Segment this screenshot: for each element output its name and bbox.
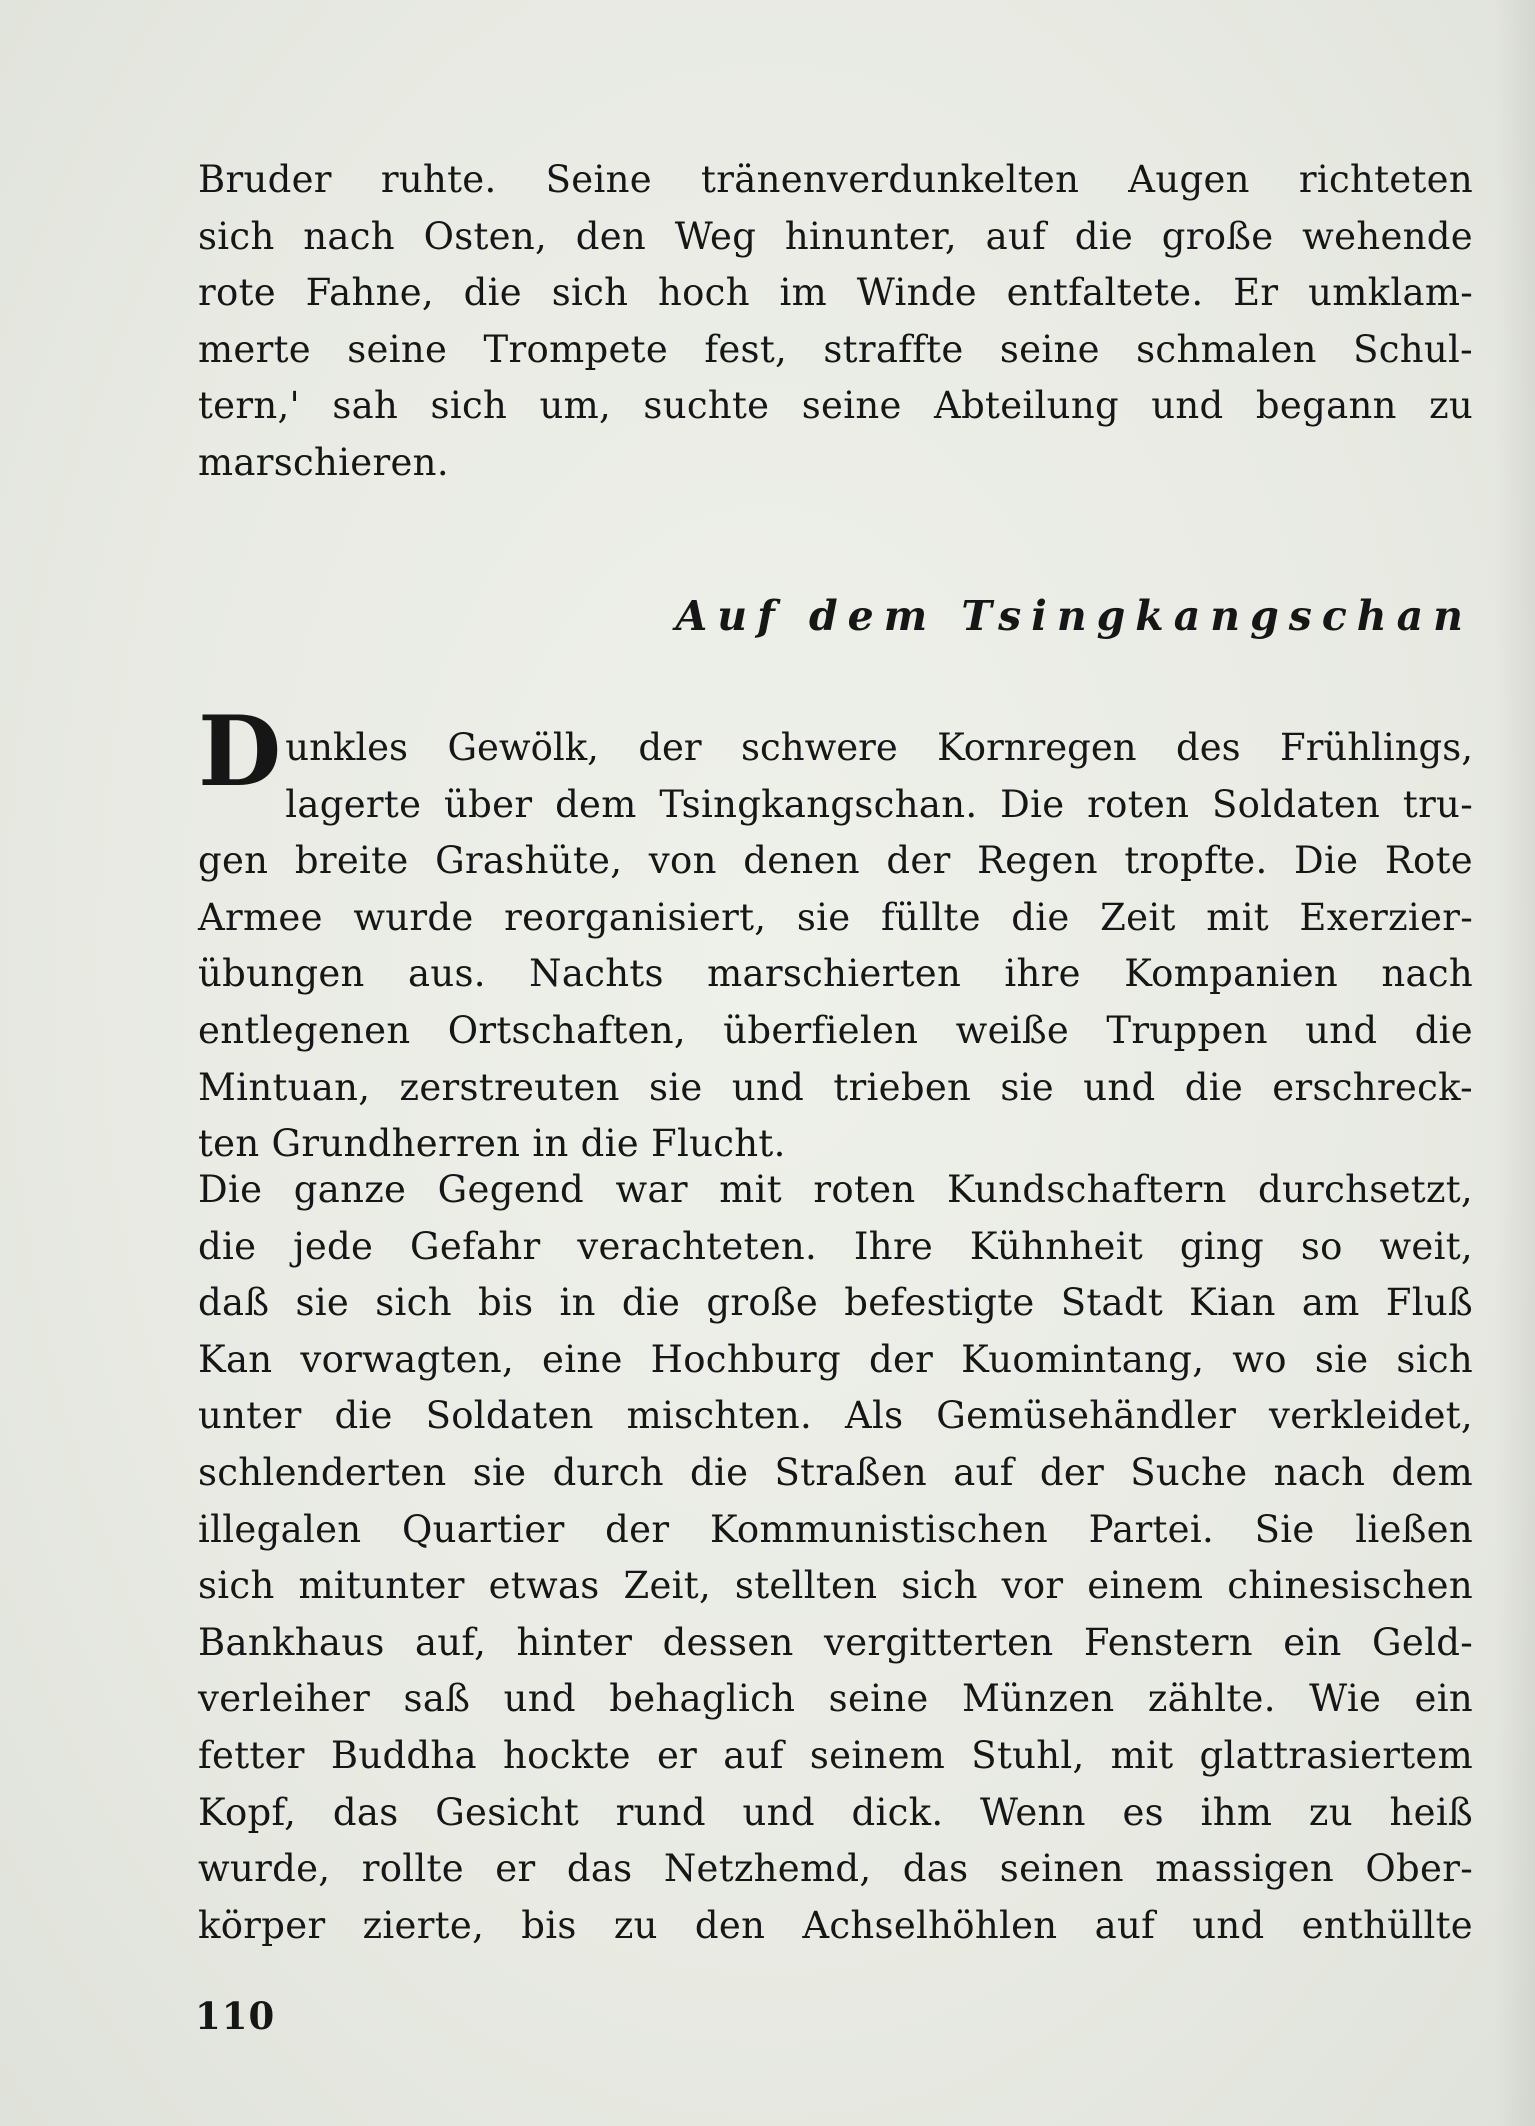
section-heading: Auf dem Tsingkangschan bbox=[675, 592, 1473, 640]
text-line: merte seine Trompete fest, straffte seine schmalen Schul- bbox=[198, 327, 1473, 371]
text-line: Kopf, das Gesicht rund und dick. Wenn es ihm zu heiß bbox=[198, 1790, 1473, 1834]
text-line: Kan vorwagten, eine Hochburg der Kuomintang, wo sie sich bbox=[198, 1337, 1473, 1381]
text-line: übungen aus. Nachts marschierten ihre Kompanien nach bbox=[198, 952, 1473, 996]
text-line: schlenderten sie durch die Straßen auf der Suche nach dem bbox=[198, 1450, 1473, 1494]
text-line: tern,' sah sich um, suchte seine Abteilung und begann zu bbox=[198, 384, 1473, 428]
text-line: marschieren. bbox=[198, 440, 449, 484]
text-line: unter die Soldaten mischten. Als Gemüsehändler verkleidet, bbox=[198, 1394, 1473, 1438]
text-line: Bruder ruhte. Seine tränenverdunkelten Augen richteten bbox=[198, 158, 1473, 201]
text-line: lagerte über dem Tsingkangschan. Die roten Soldaten tru- bbox=[285, 782, 1473, 826]
text-line: rote Fahne, die sich hoch im Winde entfaltete. Er umklam- bbox=[198, 271, 1473, 315]
top-paragraph bbox=[198, 152, 1473, 492]
text-line: Die ganze Gegend war mit roten Kundschaftern durchsetzt, bbox=[198, 1168, 1473, 1211]
text-line: fetter Buddha hockte er auf seinem Stuhl, mit glattrasiertem bbox=[198, 1733, 1473, 1777]
text-line: entlegenen Ortschaften, überfielen weiße Truppen und die bbox=[198, 1008, 1473, 1052]
page-number: 110 bbox=[195, 1994, 276, 2038]
text-line: unkles Gewölk, der schwere Kornregen des Frühlings, bbox=[285, 726, 1473, 769]
drop-cap: D bbox=[198, 695, 282, 808]
text-line: wurde, rollte er das Netzhemd, das seinen massigen Ober- bbox=[198, 1847, 1473, 1891]
text-line: Mintuan, zerstreuten sie und trieben sie und die erschreck- bbox=[198, 1065, 1473, 1109]
text-line: Bankhaus auf, hinter dessen vergitterten Fenstern ein Geld- bbox=[198, 1620, 1473, 1664]
text-line: Armee wurde reorganisiert, sie füllte die Zeit mit Exerzier- bbox=[198, 895, 1473, 939]
text-line: sich mitunter etwas Zeit, stellten sich vor einem chinesischen bbox=[198, 1564, 1473, 1608]
text-line: sich nach Osten, den Weg hinunter, auf die große wehende bbox=[198, 214, 1473, 258]
text-line: die jede Gefahr verachteten. Ihre Kühnheit ging so weit, bbox=[198, 1224, 1473, 1268]
text-line: ten Grundherren in die Flucht. bbox=[198, 1122, 786, 1166]
text-line: illegalen Quartier der Kommunistischen Partei. Sie ließen bbox=[198, 1507, 1473, 1551]
page-edge-shadow bbox=[1495, 0, 1535, 2126]
text-line: verleiher saß und behaglich seine Münzen zählte. Wie ein bbox=[198, 1677, 1473, 1721]
text-line: körper zierte, bis zu den Achselhöhlen auf und enthüllte bbox=[198, 1903, 1473, 1947]
text-line: daß sie sich bis in die große befestigte Stadt Kian am Fluß bbox=[198, 1281, 1473, 1325]
text-line: gen breite Grashüte, von denen der Regen tropfte. Die Rote bbox=[198, 839, 1473, 883]
paragraph-with-drop-cap bbox=[198, 695, 1473, 1173]
paragraph bbox=[198, 1162, 1473, 1954]
